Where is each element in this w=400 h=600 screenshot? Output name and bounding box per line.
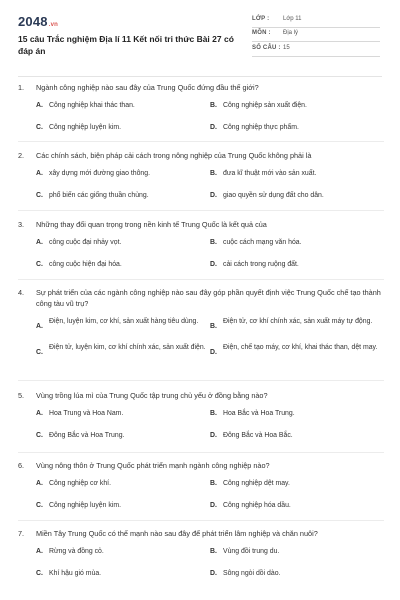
- option-text: cải cách trong ruộng đất.: [223, 261, 299, 268]
- option-letter: D.: [210, 502, 217, 509]
- option-d[interactable]: [210, 569, 400, 579]
- question-text: [18, 390, 384, 401]
- option-text: Đông Bắc và Hoa Bắc.: [223, 432, 293, 439]
- meta-grade: [252, 14, 380, 28]
- option-text: Điện, chế tạo máy, cơ khí, khai thác than, dệt may.: [223, 344, 378, 351]
- option-text: Công nghiệp cơ khí.: [49, 480, 111, 487]
- question-text: [18, 219, 384, 230]
- options: [36, 238, 384, 278]
- question-number: 7.: [18, 529, 25, 538]
- options: [36, 317, 384, 365]
- meta-key: SỐ CÂU :: [252, 45, 281, 51]
- question-number: 4.: [18, 288, 25, 297]
- question-1: [18, 82, 384, 141]
- option-text: Công nghiệp luyện kim.: [49, 502, 122, 509]
- option-letter: D.: [210, 432, 217, 439]
- option-a[interactable]: [36, 547, 227, 557]
- option-text: Công nghiệp luyện kim.: [49, 124, 122, 131]
- question-body: Vùng nông thôn ở Trung Quốc phát triển mạnh ngành công nghiệp nào?: [36, 461, 270, 470]
- question-text: [18, 528, 384, 539]
- option-b[interactable]: [210, 238, 400, 248]
- option-text: xây dựng mới đường giao thông.: [49, 170, 151, 177]
- option-text: Công nghiệp khai thác than.: [49, 102, 135, 109]
- option-d[interactable]: [210, 431, 400, 441]
- option-b[interactable]: [210, 169, 400, 179]
- option-d[interactable]: [210, 123, 400, 133]
- option-c[interactable]: [36, 431, 227, 441]
- option-letter: A.: [36, 170, 43, 177]
- option-text: Khí hậu gió mùa.: [49, 570, 102, 577]
- option-a[interactable]: [36, 238, 227, 248]
- option-text: phổ biến các giống thuần chủng.: [49, 192, 149, 199]
- option-letter: C.: [36, 261, 43, 268]
- meta-key: LỚP :: [252, 16, 270, 22]
- option-text: Vùng đồi trung du.: [223, 548, 280, 555]
- meta-value: Lớp 11: [283, 16, 302, 22]
- site-logo[interactable]: [18, 14, 58, 29]
- meta-key: MÔN :: [252, 30, 271, 36]
- question-text: [18, 460, 384, 471]
- option-c[interactable]: [36, 343, 227, 356]
- option-letter: A.: [36, 548, 43, 555]
- question-number: 1.: [18, 83, 25, 92]
- option-text: Công nghiệp dệt may.: [223, 480, 290, 487]
- option-a[interactable]: [36, 317, 227, 330]
- option-b[interactable]: [210, 547, 400, 557]
- option-letter: B.: [210, 239, 217, 246]
- option-b[interactable]: [210, 317, 400, 330]
- option-text: cuộc cách mạng văn hóa.: [223, 239, 302, 246]
- question-body: Ngành công nghiệp nào sau đây của Trung Quốc đứng đầu thế giới?: [36, 83, 259, 92]
- options: [36, 547, 384, 587]
- question-divider: [18, 380, 384, 381]
- option-b[interactable]: [210, 409, 400, 419]
- option-letter: D.: [210, 124, 217, 131]
- option-text: công cuộc hiện đại hóa.: [49, 261, 122, 268]
- header-divider: [18, 76, 382, 77]
- question-number: 6.: [18, 461, 25, 470]
- option-text: giao quyền sử dụng đất cho dân.: [223, 192, 324, 199]
- option-letter: A.: [36, 239, 43, 246]
- option-letter: C.: [36, 570, 43, 577]
- question-divider: [18, 210, 384, 211]
- option-letter: B.: [210, 102, 217, 109]
- meta-value: Địa lý: [283, 30, 299, 36]
- option-b[interactable]: [210, 101, 400, 111]
- option-d[interactable]: [210, 343, 400, 356]
- option-letter: B.: [210, 410, 217, 417]
- question-divider: [18, 279, 384, 280]
- option-text: Điện tử, luyện kim, cơ khí chính xác, sản xuất điện.: [49, 344, 206, 351]
- option-letter: C.: [36, 502, 43, 509]
- option-letter: D.: [210, 192, 217, 199]
- question-divider: [18, 452, 384, 453]
- question-divider: [18, 141, 384, 142]
- options: [36, 479, 384, 519]
- option-c[interactable]: [36, 501, 227, 511]
- question-6: [18, 460, 384, 519]
- option-a[interactable]: [36, 479, 227, 489]
- option-text: Sông ngòi dồi dào.: [223, 570, 281, 577]
- question-4: [18, 287, 384, 365]
- logo-tld: .vn: [48, 22, 59, 28]
- option-letter: B.: [210, 323, 217, 330]
- option-a[interactable]: [36, 169, 227, 179]
- question-body: Miền Tây Trung Quốc có thế mạnh nào sau đây để phát triển lâm nghiệp và chăn nuôi?: [36, 529, 318, 538]
- option-letter: A.: [36, 480, 43, 487]
- options: [36, 169, 384, 209]
- option-text: Công nghiệp thực phẩm.: [223, 124, 299, 131]
- question-7: [18, 528, 384, 587]
- option-c[interactable]: [36, 191, 227, 201]
- option-d[interactable]: [210, 191, 400, 201]
- question-text: [18, 82, 384, 93]
- meta-question-count: [252, 43, 380, 57]
- question-body: Các chính sách, biện pháp cải cách trong nông nghiệp của Trung Quốc không phải là: [36, 151, 312, 160]
- option-text: Hoa Bắc và Hoa Trung.: [223, 410, 295, 417]
- options: [36, 409, 384, 449]
- question-3: [18, 219, 384, 278]
- meta-subject: [252, 28, 380, 42]
- option-text: Điện, luyện kim, cơ khí, sản xuất hàng tiêu dùng.: [49, 318, 199, 325]
- option-letter: A.: [36, 102, 43, 109]
- question-text: [18, 150, 384, 161]
- option-text: Hoa Trung và Hoa Nam.: [49, 410, 124, 417]
- question-number: 3.: [18, 220, 25, 229]
- option-text: Công nghiệp sản xuất điện.: [223, 102, 307, 109]
- option-text: Công nghiệp hóa dầu.: [223, 502, 291, 509]
- question-body: Vùng trồng lúa mì của Trung Quốc tập trung chủ yếu ở đồng bằng nào?: [36, 391, 268, 400]
- options: [36, 101, 384, 141]
- option-letter: B.: [210, 480, 217, 487]
- question-number: 2.: [18, 151, 25, 160]
- option-letter: B.: [210, 548, 217, 555]
- option-letter: A.: [36, 323, 43, 330]
- option-text: công cuộc đại nhảy vọt.: [49, 239, 122, 246]
- option-c[interactable]: [36, 569, 227, 579]
- meta-value: 15: [283, 45, 290, 51]
- logo-name: 2048: [18, 14, 48, 29]
- question-2: [18, 150, 384, 209]
- option-d[interactable]: [210, 260, 400, 270]
- option-a[interactable]: [36, 409, 227, 419]
- option-d[interactable]: [210, 501, 400, 511]
- option-letter: A.: [36, 410, 43, 417]
- option-letter: D.: [210, 261, 217, 268]
- question-divider: [18, 520, 384, 521]
- option-b[interactable]: [210, 479, 400, 489]
- question-number: 5.: [18, 391, 25, 400]
- option-letter: D.: [210, 349, 217, 356]
- option-c[interactable]: [36, 123, 227, 133]
- option-text: Rừng và đồng cỏ.: [49, 548, 104, 555]
- option-letter: C.: [36, 192, 43, 199]
- question-text: [18, 287, 384, 309]
- option-a[interactable]: [36, 101, 227, 111]
- option-text: đưa kĩ thuật mới vào sản xuất.: [223, 170, 317, 177]
- option-letter: C.: [36, 124, 43, 131]
- question-body: Sự phát triển của các ngành công nghiệp nào sau đây góp phần quyết định việc Trung Quốc chế tạo thành công tàu vũ trụ?: [36, 288, 381, 308]
- option-letter: C.: [36, 349, 43, 356]
- question-body: Những thay đổi quan trọng trong nền kinh tế Trung Quốc là kết quả của: [36, 220, 267, 229]
- option-text: Đông Bắc và Hoa Trung.: [49, 432, 125, 439]
- question-5: [18, 390, 384, 449]
- option-letter: C.: [36, 432, 43, 439]
- option-letter: D.: [210, 570, 217, 577]
- option-c[interactable]: [36, 260, 227, 270]
- option-text: Điện tử, cơ khí chính xác, sản xuất máy tự động.: [223, 318, 373, 325]
- option-letter: B.: [210, 170, 217, 177]
- document-title: 15 câu Trắc nghiệm Địa lí 11 Kết nối tri thức Bài 27 có đáp án: [18, 34, 234, 56]
